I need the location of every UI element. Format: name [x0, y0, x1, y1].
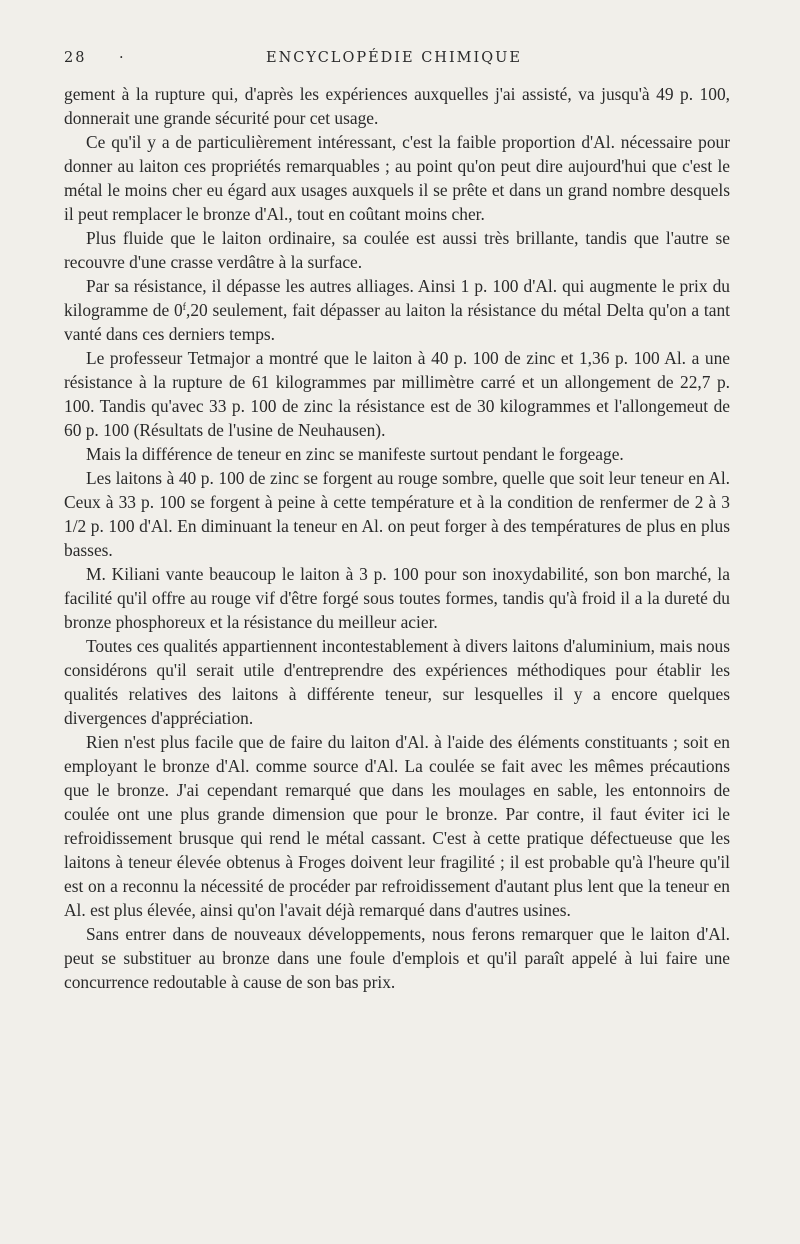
- paragraph-text: Par sa résistance, il dépasse les autres alliages. Ainsi 1 p. 100 d'Al. qui augmente le prix du kilogramme de 0: [64, 276, 730, 320]
- paragraph: [64, 274, 730, 346]
- paragraph: Rien n'est plus facile que de faire du laiton d'Al. à l'aide des éléments constituants ; soit en employant le bronze d'Al. comme source d'Al. La coulée se fait avec les mêmes précautions que le bronze. J'ai cependant remarqué que dans les moulages en sable, les entonnoirs de coulée ont une plus grande dimension que pour le bronze. Par contre, il faut éviter ici le refroidissement brusque qui rend le métal cassant. C'est à cette pratique défectueuse que les laitons à teneur élevée obtenus à Froges doivent leur fragilité ; il est probable qu'à l'heure qu'il est on a reconnu la nécessité de procéder par refroidissement d'autant plus lent que la teneur en Al. est plus élevée, ainsi qu'on l'avait déjà remarqué dans d'autres usines.: [64, 732, 730, 920]
- header-separator: ·: [119, 50, 126, 66]
- paragraph: Toutes ces qualités appartiennent incontestablement à divers laitons d'aluminium, mais nous considérons qu'il serait utile d'entreprendre des expériences méthodiques pour établir les qualités relatives des laitons à différente teneur, sur lesquelles il y a encore quelques divergences d'appréciation.: [64, 636, 730, 728]
- paragraph: Mais la différence de teneur en zinc se manifeste surtout pendant le forgeage.: [86, 444, 624, 464]
- franc-superscript: f: [182, 302, 186, 313]
- paragraph: gement à la rupture qui, d'après les expériences auxquelles j'ai assisté, va jusqu'à 49 p. 100, donnerait une grande sécurité pour cet usage.: [64, 84, 730, 128]
- paragraph-text: ,20 seulement, fait dépasser au laiton la résistance du métal Delta qu'on a tant vanté dans ces derniers temps.: [64, 300, 730, 344]
- paragraph: Sans entrer dans de nouveaux développements, nous ferons remarquer que le laiton d'Al. peut se substituer au bronze dans une foule d'emplois et qu'il paraît appelé à lui faire une concurrence redoutable à cause de son bas prix.: [64, 924, 730, 992]
- paragraph: Le professeur Tetmajor a montré que le laiton à 40 p. 100 de zinc et 1,36 p. 100 Al. a une résistance à la rupture de 61 kilogrammes par millimètre carré et un allongement de 22,7 p. 100. Tandis qu'avec 33 p. 100 de zinc la résistance est de 30 kilogrammes et l'allongemeut de 60 p. 100 (Résultats de l'usine de Neuhausen).: [64, 348, 730, 440]
- paragraph: Plus fluide que le laiton ordinaire, sa coulée est aussi très brillante, tandis que l'autre se recouvre d'une crasse verdâtre à la surface.: [64, 228, 730, 272]
- body-text: [64, 82, 730, 994]
- page-number: 28: [64, 50, 87, 66]
- paragraph: Les laitons à 40 p. 100 de zinc se forgent au rouge sombre, quelle que soit leur teneur en Al. Ceux à 33 p. 100 se forgent à peine à cette température et à la condition de renfermer de 2 à 3 1/2 p. 100 d'Al. En diminuant la teneur en Al. on peut forger à des températures de plus en plus basses.: [64, 468, 730, 560]
- paragraph: M. Kiliani vante beaucoup le laiton à 3 p. 100 pour son inoxydabilité, son bon marché, la facilité qu'il offre au rouge vif d'être forgé sous toutes formes, tandis qu'à froid il a la dureté du bronze phosphoreux et la résistance du meilleur acier.: [64, 564, 730, 632]
- running-title: ENCYCLOPÉDIE CHIMIQUE: [266, 50, 522, 66]
- paragraph: Ce qu'il y a de particulièrement intéressant, c'est la faible proportion d'Al. nécessaire pour donner au laiton ces propriétés remarquables ; au point qu'on peut dire aujourd'hui que c'est le métal le moins cher eu égard aux usages auxquels il se prête et dans un grand nombre desquels il peut remplacer le bronze d'Al., tout en coûtant moins cher.: [64, 132, 730, 224]
- page-header: [64, 50, 724, 72]
